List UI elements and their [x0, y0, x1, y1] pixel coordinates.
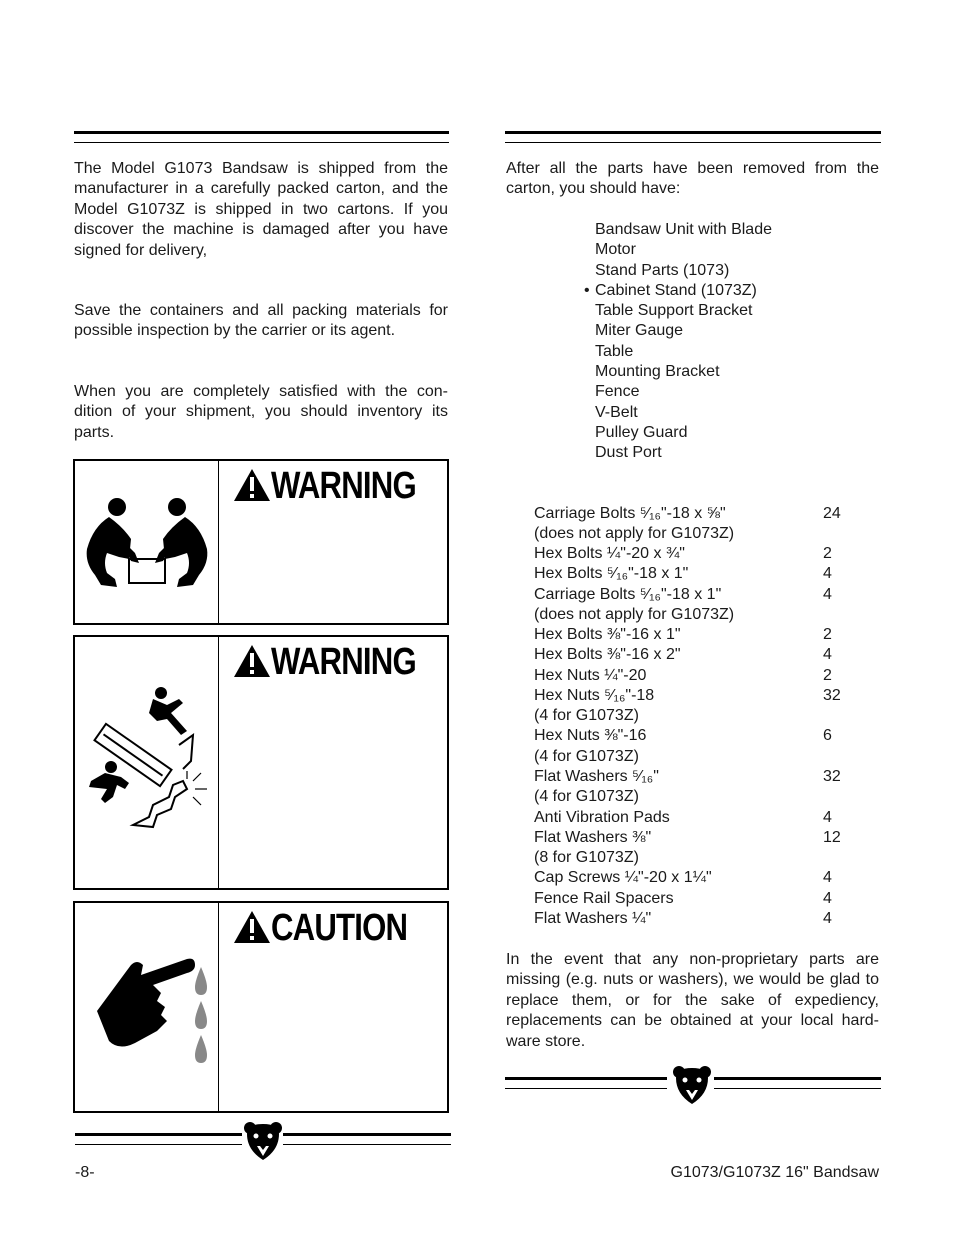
hardware-qty: 4	[823, 869, 832, 886]
hardware-name: Carriage Bolts ⁵⁄₁₆"-18 x 1"	[534, 586, 722, 603]
hardware-name: Hex Nuts ⅜"-16	[534, 727, 647, 744]
table-row	[534, 706, 864, 726]
table-row	[534, 747, 864, 767]
bullet: •	[584, 281, 590, 299]
footer-rule-top-right	[283, 1133, 451, 1136]
table-row	[534, 868, 864, 888]
footer-rule-bottom-left	[75, 1144, 242, 1145]
list-item	[580, 321, 870, 341]
hardware-name: (4 for G1073Z)	[534, 748, 639, 765]
part-name: Table	[595, 342, 634, 360]
hardware-qty: 2	[823, 545, 832, 562]
part-name: Dust Port	[595, 444, 662, 462]
hardware-name: Flat Washers ⅜"	[534, 829, 652, 846]
list-item	[580, 443, 870, 463]
hardware-name: Hex Nuts ⁵⁄₁₆"-18	[534, 687, 655, 704]
hardware-name: Cap Screws ¼"-20 x 1¼"	[534, 869, 712, 886]
page-number: -8-	[75, 1164, 95, 1181]
warning-signal-word: WARNING	[271, 465, 416, 507]
table-row	[534, 808, 864, 828]
table-row	[534, 605, 864, 625]
warning-box-lifting	[73, 459, 449, 625]
right-closing-rule-bottom-right	[714, 1088, 881, 1089]
right-closing-rule-top-right	[714, 1077, 881, 1080]
hardware-name: Hex Bolts ⅜"-16 x 1"	[534, 626, 681, 643]
save-containers-paragraph: Save the containers and all packing materials for possible inspection by the carrier or its agent.	[74, 302, 448, 340]
part-name: Table Support Bracket	[595, 302, 753, 320]
hardware-name: Anti Vibration Pads	[534, 809, 670, 826]
part-name: Mounting Bracket	[595, 363, 720, 381]
warning-signal-word: WARNING	[271, 641, 416, 683]
right-closing-rule-bottom-left	[505, 1088, 667, 1089]
caution-signal-word: CAUTION	[271, 907, 408, 949]
hardware-qty: 4	[823, 809, 832, 826]
table-row	[534, 767, 864, 787]
table-row	[534, 645, 864, 665]
hardware-qty: 4	[823, 890, 832, 907]
part-name: Motor	[595, 241, 636, 259]
right-closing-rule-top-left	[505, 1077, 667, 1080]
bear-head-logo-icon	[243, 1120, 283, 1162]
box-divider	[218, 637, 219, 888]
part-name: V-Belt	[595, 403, 638, 421]
hardware-qty: 4	[823, 646, 832, 663]
table-row	[534, 787, 864, 807]
footer-rule-top-left	[75, 1133, 242, 1136]
hardware-name: Hex Bolts ⁵⁄₁₆"-18 x 1"	[534, 565, 689, 582]
list-item	[580, 342, 870, 362]
hardware-qty: 32	[823, 687, 841, 704]
table-row	[534, 828, 864, 848]
list-item	[580, 240, 870, 260]
table-row	[534, 564, 864, 584]
box-divider	[218, 903, 219, 1111]
hardware-qty: 2	[823, 667, 832, 684]
list-item	[580, 362, 870, 382]
list-item	[580, 403, 870, 423]
hardware-qty: 4	[823, 910, 832, 927]
right-header-rule-top	[505, 131, 881, 134]
shipping-paragraph: The Model G1073 Bandsaw is shipped from the manufacturer in a carefully packed carton, and the Model G1073Z is shipped in two cartons. If you discover the machine is damaged after you have signed for delivery,	[74, 160, 448, 259]
manual-title: G1073/G1073Z 16" Bandsaw	[670, 1164, 879, 1181]
hardware-name: (4 for G1073Z)	[534, 788, 639, 805]
hardware-qty: 12	[823, 829, 841, 846]
part-name: Bandsaw Unit with Blade	[595, 221, 772, 238]
hardware-name: Fence Rail Spacers	[534, 890, 674, 907]
hardware-qty: 4	[823, 565, 832, 582]
box-divider	[218, 461, 219, 623]
hardware-qty: 24	[823, 505, 841, 522]
part-name: Miter Gauge	[595, 322, 684, 340]
hardware-name: (does not apply for G1073Z)	[534, 525, 735, 542]
table-row	[534, 625, 864, 645]
table-row	[534, 726, 864, 746]
hardware-name: Hex Bolts ⅜"-16 x 2"	[534, 646, 681, 663]
part-name: Fence	[595, 383, 640, 401]
hardware-name: Flat Washers ⁵⁄₁₆"	[534, 768, 659, 785]
caution-box-sharp	[73, 901, 449, 1113]
sharp-edge-cut-hand-icon	[91, 951, 213, 1067]
left-header-rule-top	[74, 131, 449, 134]
hardware-name: Hex Bolts ¼"-20 x ¾"	[534, 545, 685, 562]
hardware-qty: 6	[823, 727, 832, 744]
hardware-qty: 32	[823, 768, 841, 785]
parts-list	[580, 220, 870, 464]
inventory-paragraph: When you are completely satisfied with the con-dition of your shipment, you should inventory its parts.	[74, 383, 448, 441]
hardware-name: (does not apply for G1073Z)	[534, 606, 735, 623]
table-row	[534, 686, 864, 706]
part-name: Cabinet Stand (1073Z)	[595, 281, 757, 299]
list-item	[580, 261, 870, 281]
list-item	[580, 382, 870, 402]
hardware-name: Carriage Bolts ⁵⁄₁₆"-18 x ⅝"	[534, 505, 726, 522]
list-item	[580, 281, 870, 301]
table-row	[534, 524, 864, 544]
hardware-name: (8 for G1073Z)	[534, 849, 639, 866]
table-row	[534, 544, 864, 564]
part-name: Pulley Guard	[595, 423, 688, 441]
table-row	[534, 889, 864, 909]
table-row	[534, 909, 864, 929]
table-row	[534, 504, 864, 524]
list-item	[580, 301, 870, 321]
warning-box-falling	[73, 635, 449, 890]
left-header-rule-bottom	[74, 142, 449, 143]
hardware-name: Flat Washers ¼"	[534, 910, 652, 927]
right-header-rule-bottom	[505, 142, 881, 143]
list-item	[580, 423, 870, 443]
footer-rule-bottom-right	[283, 1144, 451, 1145]
two-person-lift-icon	[79, 497, 215, 597]
bear-head-logo-icon	[672, 1064, 712, 1106]
hardware-qty: 2	[823, 626, 832, 643]
part-name: Stand Parts (1073)	[595, 261, 730, 279]
parts-intro-paragraph: After all the parts have been removed from the carton, you should have:	[506, 160, 879, 198]
missing-parts-paragraph: In the event that any non-proprietary parts are missing (e.g. nuts or washers), we would be glad to replace them, or for the sake of expediency, replacements can be obtained at your local hard-ware store.	[506, 951, 879, 1050]
table-row	[534, 848, 864, 868]
hardware-name: (4 for G1073Z)	[534, 707, 639, 724]
table-row	[534, 585, 864, 605]
falling-machine-injury-icon	[83, 685, 213, 835]
list-item	[580, 220, 870, 240]
hardware-name: Hex Nuts ¼"-20	[534, 667, 647, 684]
table-row	[534, 666, 864, 686]
hardware-qty: 4	[823, 586, 832, 603]
